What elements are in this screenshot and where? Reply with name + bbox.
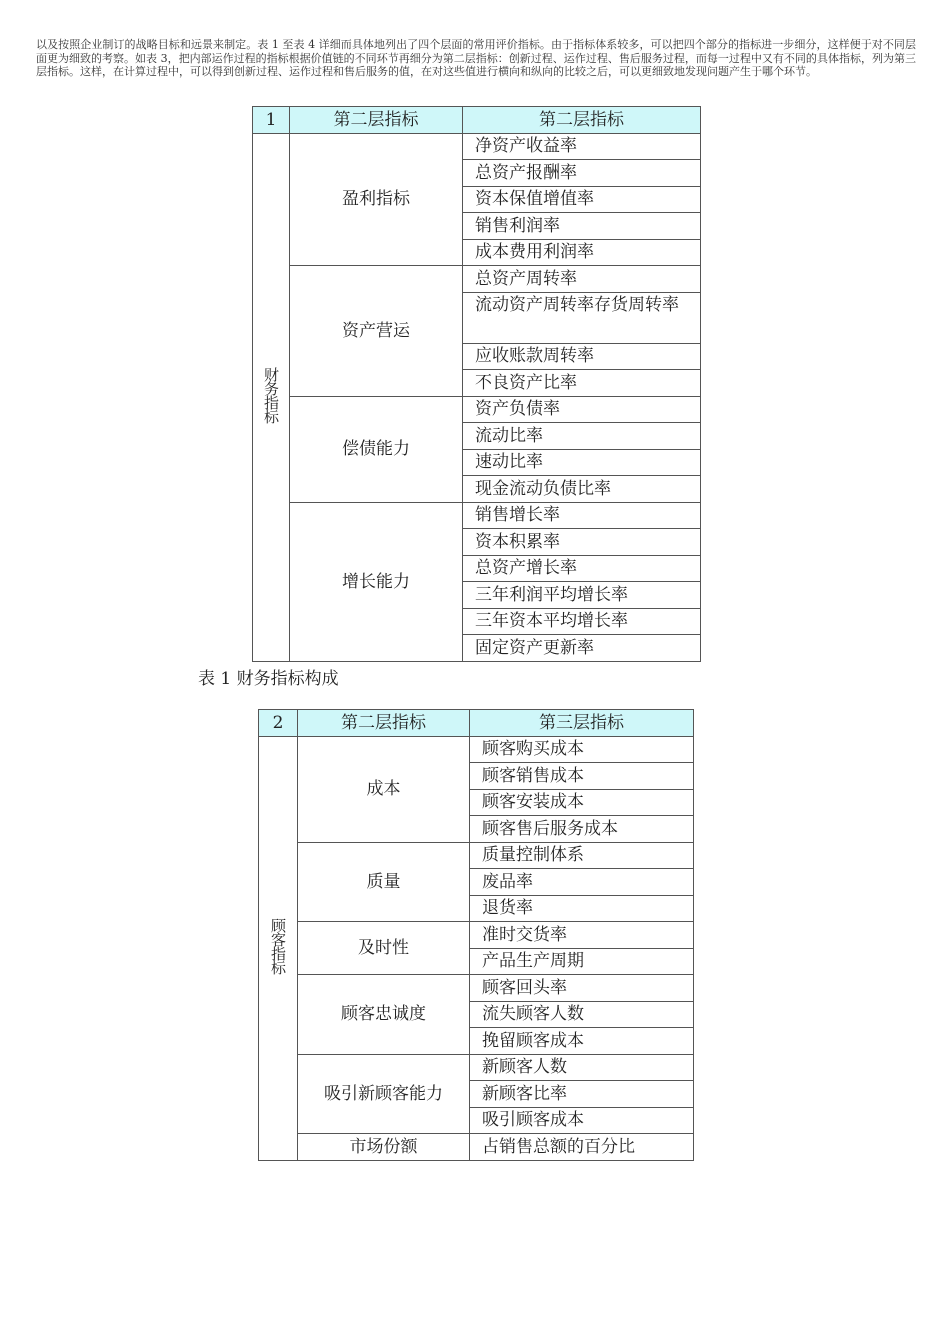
- table-row: [253, 133, 701, 160]
- item-cell: 不良资产比率: [463, 370, 701, 397]
- item-cell: 三年利润平均增长率: [463, 582, 701, 609]
- table-row: [259, 922, 694, 949]
- header-second-level: 第二层指标: [290, 107, 463, 134]
- item-cell: 顾客购买成本: [470, 736, 694, 763]
- header-third-level: 第三层指标: [470, 710, 694, 737]
- item-cell: 顾客销售成本: [470, 763, 694, 790]
- item-cell: 资产负债率: [463, 396, 701, 423]
- item-cell: 顾客售后服务成本: [470, 816, 694, 843]
- table-row: [253, 396, 701, 423]
- item-cell: 挽留顾客成本: [470, 1028, 694, 1055]
- header-third-level: 第二层指标: [463, 107, 701, 134]
- table-row: [253, 502, 701, 529]
- item-cell: 流动比率: [463, 423, 701, 450]
- item-cell: 总资产周转率: [463, 266, 701, 293]
- item-cell: 新顾客人数: [470, 1054, 694, 1081]
- table-row: [259, 842, 694, 869]
- group-cell: 资产营运: [290, 266, 463, 397]
- item-cell: 总资产增长率: [463, 555, 701, 582]
- group-cell: 偿债能力: [290, 396, 463, 502]
- item-cell: 废品率: [470, 869, 694, 896]
- table-row: [259, 1054, 694, 1081]
- item-cell: 总资产报酬率: [463, 160, 701, 187]
- item-cell: 顾客回头率: [470, 975, 694, 1002]
- financial-indicators-table: [252, 106, 701, 662]
- item-cell: 流失顾客人数: [470, 1001, 694, 1028]
- group-cell: 市场份额: [298, 1134, 470, 1161]
- group-cell: 增长能力: [290, 502, 463, 661]
- side-label: 财务指标: [262, 366, 280, 423]
- intro-paragraph: 以及按照企业制订的战略目标和远景来制定。表 1 至表 4 详细而具体地列出了四个层面的常用评价指标。由于指标体系较多，可以把四个部分的指标进一步细分，这样便于对不同层面更为细致的考察。如表 3，把内部运作过程的指标根据价值链的不同环节再细分为第二层指标：创新过程、运作过程、售后服务过程，而每一过程中又有不同的具体指标，列为第三层指标。这样，在计算过程中，可以得到创新过程、运作过程和售后服务的值，在对这些值进行横向和纵向的比较之后，可以更细致地发现问题产生于哪个环节。: [36, 38, 916, 78]
- side-label: 顾客指标: [269, 917, 287, 974]
- item-cell: 质量控制体系: [470, 842, 694, 869]
- item-cell: 销售增长率: [463, 502, 701, 529]
- table-row: [259, 975, 694, 1002]
- table-row: [259, 736, 694, 763]
- table-1-caption: 表 1 财务指标构成: [198, 669, 339, 689]
- item-cell: 新顾客比率: [470, 1081, 694, 1108]
- side-label-cell: [259, 736, 298, 1160]
- item-cell: 资本保值增值率: [463, 186, 701, 213]
- item-cell: 吸引顾客成本: [470, 1107, 694, 1134]
- item-cell: 准时交货率: [470, 922, 694, 949]
- group-cell: 质量: [298, 842, 470, 922]
- item-cell: 占销售总额的百分比: [470, 1134, 694, 1161]
- group-cell: 吸引新顾客能力: [298, 1054, 470, 1134]
- group-cell: 顾客忠诚度: [298, 975, 470, 1055]
- item-cell: 成本费用利润率: [463, 239, 701, 266]
- table-number: 2: [259, 710, 298, 737]
- side-label-cell: [253, 133, 290, 661]
- table-number: 1: [253, 107, 290, 134]
- item-cell: 应收账款周转率: [463, 343, 701, 370]
- item-cell: 净资产收益率: [463, 133, 701, 160]
- item-cell: 速动比率: [463, 449, 701, 476]
- table-row: [253, 266, 701, 293]
- item-cell: 顾客安装成本: [470, 789, 694, 816]
- item-cell: 现金流动负债比率: [463, 476, 701, 503]
- table-header-row: [259, 710, 694, 737]
- item-cell: 三年资本平均增长率: [463, 608, 701, 635]
- group-cell: 及时性: [298, 922, 470, 975]
- item-cell: 流动资产周转率存货周转率: [463, 292, 701, 343]
- item-cell: 产品生产周期: [470, 948, 694, 975]
- customer-indicators-table: [258, 709, 694, 1161]
- item-cell: 销售利润率: [463, 213, 701, 240]
- header-second-level: 第二层指标: [298, 710, 470, 737]
- item-cell: 退货率: [470, 895, 694, 922]
- table-row: [259, 1134, 694, 1161]
- table-header-row: [253, 107, 701, 134]
- item-cell: 固定资产更新率: [463, 635, 701, 662]
- item-cell: 资本积累率: [463, 529, 701, 556]
- group-cell: 盈利指标: [290, 133, 463, 266]
- group-cell: 成本: [298, 736, 470, 842]
